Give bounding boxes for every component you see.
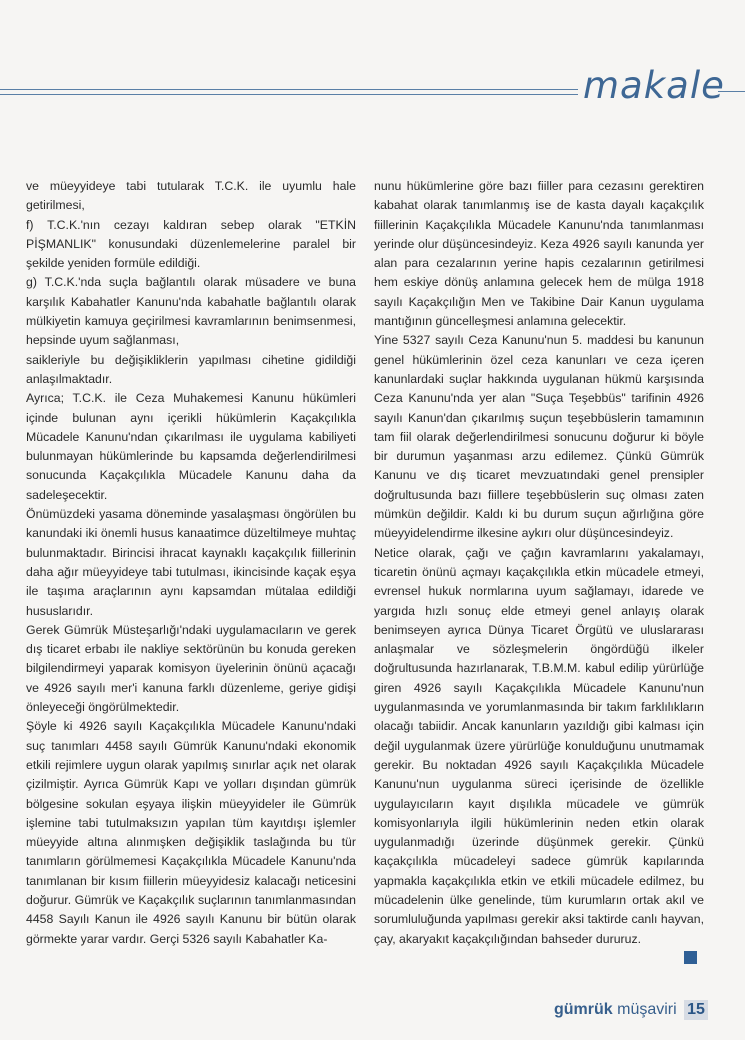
right-column bbox=[374, 177, 704, 949]
end-of-article-square-icon bbox=[684, 951, 697, 964]
header-rule-second bbox=[0, 94, 578, 95]
paragraph: Gerek Gümrük Müsteşarlığı'ndaki uygulamacıların ve gerek dış ticaret erbabı ile nakliye sektörünün bu konuda gereken bilgilendirmeyi yaparak komisyon üyelerinin önünü açacağı ve 4926 sayılı mer'i kanuna farklı düzenleme, geriye gidişi önleyeceği öngörülmektedir. bbox=[26, 622, 356, 715]
magazine-brand-suffix: müşaviri bbox=[617, 1001, 677, 1018]
paragraph: Şöyle ki 4926 sayılı Kaçakçılıkla Mücadele Kanunu'ndaki suç tanımları 4458 sayılı Gümrük Kanunu'ndaki ekonomik etkili rejimlere uygun olarak yapılmış sınırlar açık net olarak çizilmiştir. Ayrıca Gümrük Kapı ve yolları dışından gümrük bölgesine sokulan eşyaya ilişkin müeyyideler ile Gümrük işlemine tabi tutulmaksızın yapılan tüm kayıtdışı işlemler müeyyide altına alınmışken değişiklik taslağında bu tür tanımların görülmemesi Kaçakçılıkla Mücadele Kanunu'nda tanımlanan bir kısım fiillerin müeyyidesiz kalacağı neticesini doğurur. Gümrük ve Kaçakçılık suçlarının tanımlanmasından 4458 Sayılı Kanun ile 4926 sayılı Kanunu bir bütün olarak görmekte yarar vardır. Gerçi 5326 sayılı Kabahatler Ka- bbox=[26, 719, 356, 946]
paragraph: Yine 5327 sayılı Ceza Kanunu'nun 5. maddesi bu kanunun genel hükümlerinin özel ceza kanunları ve ceza içeren kanunlardaki suçlar hakkında uygulanan hükmü karşısında Ceza Kanunu'nda yer alan "Suça Teşebbüs" tarifinin 4926 sayılı Kanun'dan çıkarılmış suçun teşebbüslerin tamamının tam fiil olarak değerlendirilmesi sonucunu doğurur ki böyle bir durumun yaşanması arzu edilemez. Çünkü Gümrük Kanunu ve dış ticaret mevzuatındaki genel prensipler doğrultusunda bazı fiillere teşebbüslerin suç olması zaten mümkün değildir. Kaldı ki bu durum suçun ağırlığına göre müeyyidelendirme ilkesine aykırı olur düşüncesindeyiz. bbox=[374, 333, 704, 541]
footer bbox=[554, 1000, 708, 1020]
section-label: makale bbox=[583, 64, 725, 107]
header-rule bbox=[0, 89, 578, 90]
paragraph: Netice olarak, çağı ve çağın kavramlarını yakalamayı, ticaretin önünü açmayı kaçakçılıkla etkin mücadele etmeyi, evrensel hukuk normlarına uyum sağlamayı, idarede ve yargıda hızlı sonuç elde etmeyi genel anlayış olarak benimseyen ayrıca Dünya Ticaret Örgütü ve uluslararası anlaşmalar ve sözleşmelerin öngördüğü ilkeler doğrultusunda hazırlanarak, T.B.M.M. kabul edilip yürürlüğe giren 4926 sayılı Kaçakçılıkla Mücadele Kanunu'nun uygulanmasında ve yorumlanmasında bir takım farklılıkların olacağı tabiidir. Ancak kanunların yazıldığı gibi kalması için değil uygulanmak üzere yürürlüğe konulduğunu unutmamak gerekir. Bu noktadan 4926 sayılı Kaçakçılıkla Mücadele Kanunu'nun uygulanma süreci içerisinde de özellikle uygulayıcıların kayıt dışılıkla mücadele ve gümrük komisyonlarıyla ilgili hükümlerinin neden etkin olarak uygulanmadığı üzerinde düşünmek gerekir. Çünkü kaçakçılıkla mücadeleyi sadece gümrük kapılarında yapmakla kaçakçılıkla etkin ve etkili mücadele edilmez, bu mücadelenin ülke genelinde, tüm kurumların ortak akıl ve sorumluluğunda yapılması gerekir aksi taktirde canlı hayvan, çay, akaryakıt kaçakçılığından bahseder dururuz. bbox=[374, 545, 704, 946]
page-number: 15 bbox=[684, 1000, 708, 1020]
paragraph: f) T.C.K.'nın cezayı kaldıran sebep olarak "ETKİN PİŞMANLIK" konusundaki düzenlemelerine paralel bir şekilde yeniden formüle edildiği. bbox=[26, 217, 356, 271]
paragraph: Ayrıca; T.C.K. ile Ceza Muhakemesi Kanunu hükümleri içinde bulunan aynı içerikli hükümlerin Kaçakçılıkla Mücadele Kanunu'ndan çıkarılması ile uygulama kabiliyeti bulunmayan hükümlerinde bu kapsamda değerlendirilmesi sonucunda Kaçakçılıkla Mücadele Kanunu daha da sadeleşecektir. bbox=[26, 391, 356, 502]
magazine-brand: gümrük bbox=[554, 1001, 613, 1018]
paragraph: ve müeyyideye tabi tutularak T.C.K. ile uyumlu hale getirilmesi, bbox=[26, 179, 356, 213]
left-column bbox=[26, 177, 356, 949]
paragraph: g) T.C.K.'nda suçla bağlantılı olarak müsadere ve buna karşılık Kabahatler Kanunu'nda kabahatle bağlantılı olarak mülkiyetin kamuya geçirilmesi kavramlarının benimsenmesi, hepsinde uyum sağlanması, bbox=[26, 275, 356, 348]
paragraph: Önümüzdeki yasama döneminde yasalaşması öngörülen bu kanundaki iki önemli husus kanaatimce düzeltilmeye muhtaç bulunmaktadır. Birincisi ihracat kaynaklı kaçakçılık fiillerinin daha ağır müeyyideye tabi tutulması, ikincisinde kaçak eşya ile taşıma araçlarının aynı kapsamdan mütalaa edildiği hususlarıdır. bbox=[26, 507, 356, 618]
paragraph: saikleriyle bu değişikliklerin yapılması cihetine gidildiği anlaşılmaktadır. bbox=[26, 352, 356, 386]
paragraph: nunu hükümlerine göre bazı fiiller para cezasını gerektiren kabahat olarak tanımlanmış ise de kasta dayalı kaçakçılık fiillerinin Kaçakçılıkla Mücadele Kanunu'nda tanımlanması yerinde olur düşüncesindeyiz. Keza 4926 sayılı kanunda yer alan para cezalarının yerine hapis cezalarının getirilmesi hem eskiye dönüş anlamına gelecek hem de mülga 1918 sayılı Kaçakçılığın Men ve Takibine Dair Kanun uygulama mantığının güncelleşmesi anlamına gelecektir. bbox=[374, 179, 704, 329]
